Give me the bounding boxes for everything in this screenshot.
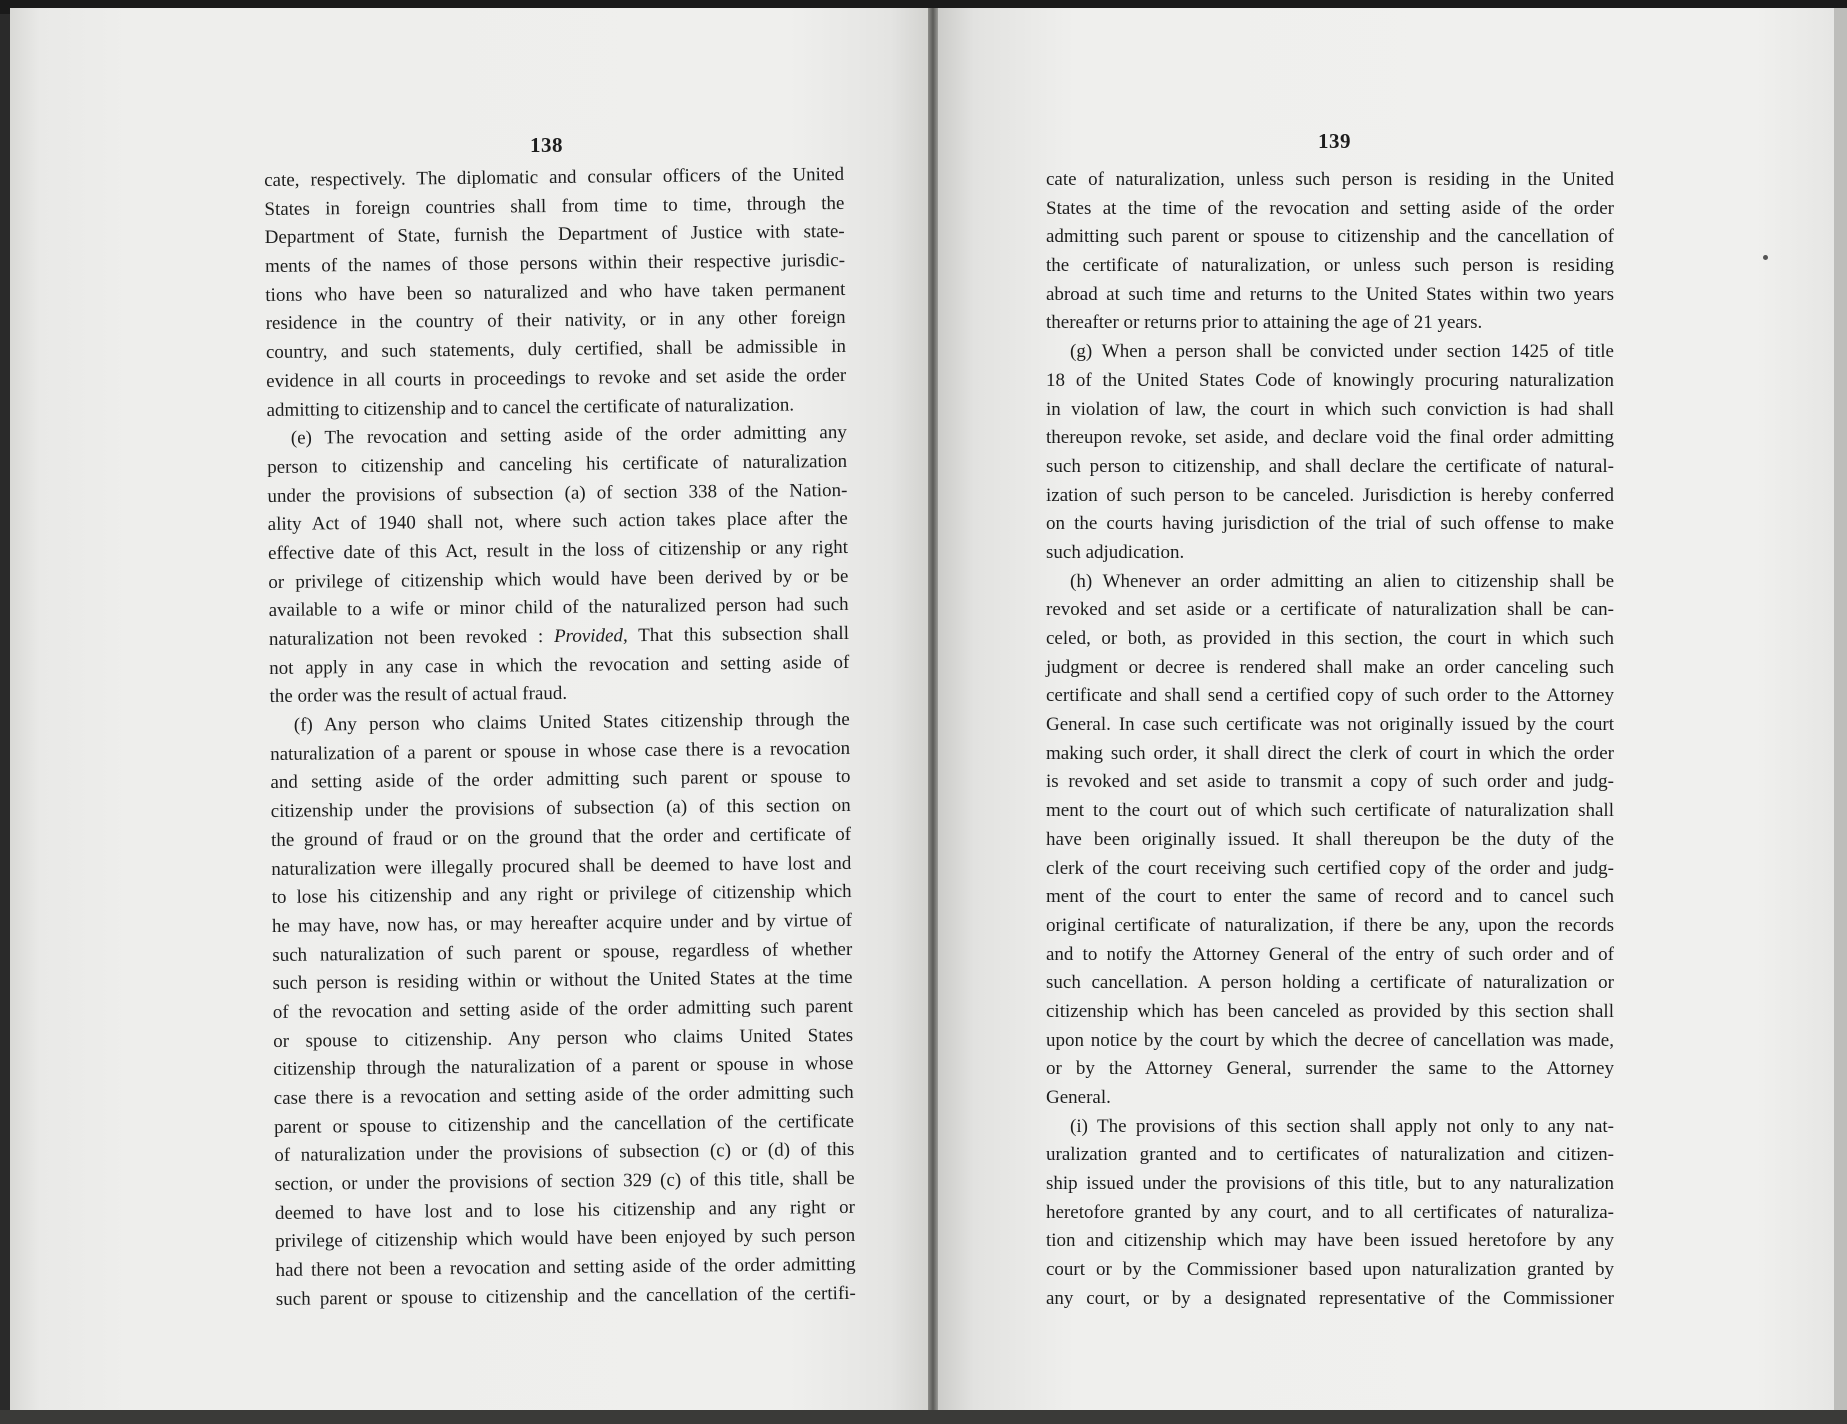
text-line: privilege of citizenship which would have been enjoyed by such person <box>275 1225 856 1253</box>
text-line: effective date of this Act, result in the loss of citizenship or any right <box>267 536 849 564</box>
text-line: court or by the Commissioner based upon naturalization granted by <box>1046 1259 1614 1281</box>
text-line: Department of State, furnish the Department of Justice with state- <box>264 221 845 249</box>
italic-proviso: Provided, <box>553 625 628 647</box>
text-line: evidence in all courts in proceedings to revoke and set aside the order <box>266 364 847 392</box>
text-line: admitting to citizenship and to cancel the certificate of naturalization. <box>266 393 795 421</box>
text-line: residence in the country of their nativity, or in any other foreign <box>265 307 846 335</box>
text-line: citizenship under the provisions of subsection (a) of this section on <box>270 795 851 823</box>
text-line: cate of naturalization, unless such person is residing in the United <box>1046 169 1614 190</box>
text-line: thereafter or returns prior to attaining the age of 21 years. <box>1046 312 1483 334</box>
text-line: the order was the result of actual fraud. <box>269 683 568 708</box>
text-line: on the courts having jurisdiction of the trial of such offense to make <box>1046 513 1614 535</box>
text-line: States in foreign countries shall from time to time, through the <box>264 192 845 220</box>
text-line: admitting such parent or spouse to citizenship and the cancellation of <box>1046 226 1614 248</box>
text-line: General. In case such certificate was not originally issued by the court <box>1046 714 1614 736</box>
text-line: 18 of the United States Code of knowingly procuring naturalization <box>1046 369 1614 391</box>
text-line: ization of such person to be canceled. Jurisdiction is hereby conferred <box>1046 484 1614 506</box>
text-line: celed, or both, as provided in this section, the court in which such <box>1046 628 1614 649</box>
text-line: in violation of law, the court in which such conviction is had shall <box>1046 398 1614 420</box>
text-line: judgment or decree is rendered shall make an order canceling such <box>1046 656 1614 678</box>
text-line: had there not been a revocation and setting aside of the order admitting <box>275 1253 856 1282</box>
text-line: (e) The revocation and setting aside of the order admitting any <box>290 422 847 449</box>
text-line: ment of the court to enter the same of record and to cancel such <box>1046 886 1614 908</box>
text-line: ality Act of 1940 shall not, where such action takes place after the <box>267 508 848 536</box>
text-line: abroad at such time and returns to the United States within two years <box>1046 283 1614 305</box>
text-line: parent or spouse to citizenship and the cancellation of the certificate <box>273 1110 855 1138</box>
text-line: such person to citizenship, and shall declare the certificate of natural- <box>1046 455 1614 477</box>
text-line: not apply in any case in which the revocation and setting aside of <box>269 651 850 679</box>
text-line: and setting aside of the order admitting such parent or spouse to <box>270 766 851 794</box>
text-line: (i) The provisions of this section shall apply not only to any nat- <box>1070 1115 1614 1137</box>
text-line: country, and such statements, duly certified, shall be admissible in <box>265 336 847 364</box>
text-line: tions who have been so naturalized and who have taken permanent <box>265 278 846 306</box>
text-line: case there is a revocation and setting aside of the order admitting such <box>273 1081 854 1109</box>
text-line: or privilege of citizenship which would have been derived by or be <box>268 565 849 593</box>
text-line: ments of the names of those persons within their respective jurisdic- <box>264 249 846 278</box>
text-fragment: That this subsection shall <box>627 622 850 647</box>
text-line: any court, or by a designated representative of the Commissioner <box>1046 1287 1614 1309</box>
text-line: States at the time of the revocation and setting aside of the order <box>1046 197 1614 219</box>
text-line: uralization granted and to certificates of naturalization and citizen- <box>1046 1144 1614 1166</box>
text-line: of naturalization under the provisions of subsection (c) or (d) of this <box>274 1139 855 1167</box>
text-line: available to a wife or minor child of the naturalized person had such <box>268 594 849 622</box>
text-line: certificate and shall send a certified copy of such order to the Attorney <box>1046 685 1614 707</box>
text-line: citizenship which has been canceled as provided by this section shall <box>1046 1000 1614 1022</box>
text-line: ship issued under the provisions of this title, but to any naturalization <box>1046 1173 1614 1195</box>
text-line: naturalization of a parent or spouse in whose case there is a revocation <box>270 737 851 765</box>
text-line: to lose his citizenship and any right or privilege of citizenship which <box>271 881 852 909</box>
text-line: deemed to have lost and to lose his citizenship and any right or <box>274 1196 856 1224</box>
text-line: tion and citizenship which may have been issued heretofore by any <box>1046 1230 1614 1252</box>
text-line: he may have, now has, or may hereafter acquire under and by virtue of <box>271 909 853 937</box>
text-line: (g) When a person shall be convicted under section 1425 of title <box>1070 341 1614 363</box>
text-fragment: naturalization not been revoked : <box>268 625 555 650</box>
scanner-bottom-edge <box>0 1410 1847 1424</box>
text-line: (h) Whenever an order admitting an alien to citizenship shall be <box>1070 570 1614 592</box>
text-line: the ground of fraud or on the ground that the order and certificate of <box>270 823 852 851</box>
text-line: General. <box>1046 1087 1111 1108</box>
text-line: ment to the court out of which such certificate of naturalization shall <box>1046 800 1614 822</box>
text-line: naturalization were illegally procured shall be deemed to have lost and <box>271 852 852 880</box>
text-line: is revoked and set aside to transmit a copy of such order and judg- <box>1046 771 1614 793</box>
book-gutter <box>928 8 938 1412</box>
text-line: and to notify the Attorney General of the entry of such order and of <box>1046 943 1614 965</box>
text-line: such naturalization of such parent or spouse, regardless of whether <box>272 938 853 966</box>
text-line: section, or under the provisions of section 329 (c) of this title, shall be <box>274 1167 855 1196</box>
text-line: such person is residing within or without the United States at the time <box>272 967 853 995</box>
left-text-column <box>264 161 856 1315</box>
page-stack-edge <box>1834 8 1847 1412</box>
text-line: such cancellation. A person holding a certificate of naturalization or <box>1046 972 1614 994</box>
right-page-number: 139 <box>1318 129 1351 153</box>
right-text-column <box>1046 166 1614 1314</box>
text-line: person to citizenship and canceling his certificate of naturalization <box>267 450 848 478</box>
text-line: (f) Any person who claims United States citizenship through the <box>293 708 850 736</box>
text-line: under the provisions of subsection (a) of section 338 of the Nation- <box>267 479 848 507</box>
text-line: cate, respectively. The diplomatic and consular officers of the United <box>264 163 845 191</box>
text-line: or by the Attorney General, surrender the same to the Attorney <box>1046 1058 1614 1080</box>
text-line: or spouse to citizenship. Any person who claims United States <box>273 1024 854 1052</box>
text-line: the certificate of naturalization, or unless such person is residing <box>1046 255 1614 277</box>
text-line: thereupon revoke, set aside, and declare void the final order admitting <box>1046 427 1614 449</box>
text-line: revoked and set aside or a certificate of naturalization shall be can- <box>1046 599 1614 621</box>
text-line: have been originally issued. It shall thereupon be the duty of the <box>1046 828 1614 850</box>
text-line: such adjudication. <box>1046 541 1185 563</box>
text-line: making such order, it shall direct the clerk of court in which the order <box>1046 742 1614 764</box>
ink-dot <box>1763 255 1768 260</box>
text-line: of the revocation and setting aside of the order admitting such parent <box>272 995 853 1023</box>
text-line: heretofore granted by any court, and to all certificates of naturaliza- <box>1046 1201 1614 1223</box>
text-line: original certificate of naturalization, if there be any, upon the records <box>1046 914 1614 936</box>
text-line: such parent or spouse to citizenship and the cancellation of the certifi- <box>275 1282 856 1310</box>
left-page-number: 138 <box>530 133 563 157</box>
text-line: upon notice by the court by which the decree of cancellation was made, <box>1046 1029 1614 1051</box>
text-line: citizenship through the naturalization of a parent or spouse in whose <box>273 1053 854 1081</box>
text-line: clerk of the court receiving such certified copy of the order and judg- <box>1046 857 1614 879</box>
